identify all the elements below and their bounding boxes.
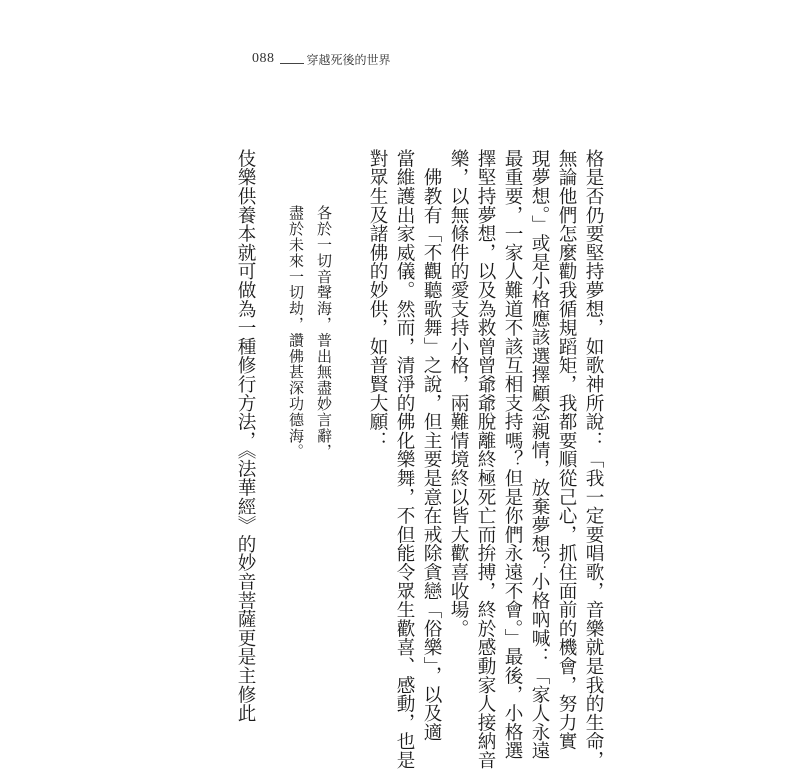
text-column-7: 佛教有「不觀聽歌舞」之說，但主要是意在戒除貪戀「俗樂」，以及適 <box>421 149 442 742</box>
text-column-9: 對眾生及諸佛的妙供，如普賢大願： <box>367 149 388 450</box>
text-column-8: 當維護出家威儀。然而，清淨的佛化樂舞，不但能令眾生歡喜、感動，也是 <box>394 149 415 769</box>
book-title: 穿越死後的世界 <box>306 52 391 67</box>
text-column-4: 最重要，一家人難道不該互相支持嗎？但是你們永遠不會。」最後，小格選 <box>502 149 523 761</box>
quote-line-2: 盡於未來一切劫，讚佛甚深功德海。 <box>287 205 305 460</box>
quote-line-1: 各於一切音聲海，普出無盡妙言辭， <box>315 205 333 460</box>
page-number: 088 <box>252 51 275 66</box>
text-column-1: 格是否仍要堅持夢想，如歌神所說：「我一定要唱歌，音樂就是我的生命， <box>583 149 604 769</box>
text-column-5: 擇堅持夢想，以及為救曾曾爺爺脫離終極死亡而拚搏，終於感動家人接納音 <box>475 149 496 769</box>
text-column-last: 伎樂供養本就可做為一種修行方法，《法華經》的妙音菩薩更是主修此 <box>235 149 256 723</box>
text-column-3: 現夢想。」或是小格應該選擇顧念親情，放棄夢想？小格吶喊：「家人永遠 <box>529 149 550 761</box>
text-column-2: 無論他們怎麼勸我循規蹈矩，我都要順從己心，抓住面前的機會，努力實 <box>556 149 577 751</box>
header-rule <box>280 54 304 64</box>
running-header <box>252 51 391 67</box>
text-column-6: 樂，以無條件的愛支持小格，兩難情境終以皆大歡喜收場。 <box>448 149 469 638</box>
